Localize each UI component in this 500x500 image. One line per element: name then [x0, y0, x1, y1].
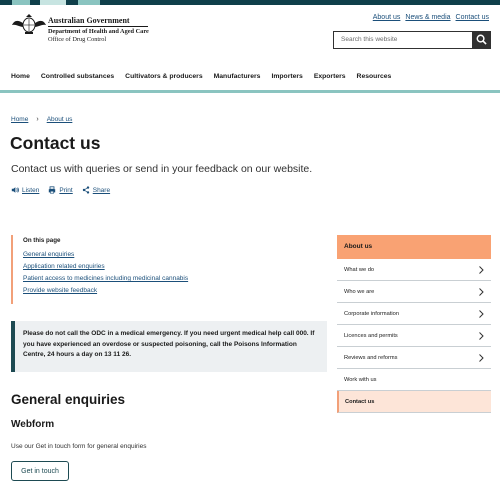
sidebar-item-label: Licences and permits [344, 332, 398, 339]
printer-icon [48, 186, 56, 194]
chevron-right-icon [476, 265, 486, 275]
speaker-icon [11, 186, 19, 194]
nav-item-resources[interactable]: Resources [356, 73, 392, 80]
anchor-general-enquiries[interactable]: General enquiries [23, 251, 75, 258]
nav-item-importers[interactable]: Importers [271, 73, 303, 80]
sidebar-item-reviews-reforms[interactable] [337, 347, 491, 369]
sidebar-item-label: Work with us [344, 376, 377, 383]
anchor-website-feedback[interactable]: Provide website feedback [23, 287, 98, 294]
on-this-page-title: On this page [23, 237, 61, 244]
office-name: Office of Drug Control [48, 36, 107, 43]
on-this-page [11, 235, 327, 304]
listen-link[interactable]: Listen [22, 186, 40, 194]
section-paragraph: Use our Get in touch form for general enquiries [11, 443, 147, 450]
top-link-about[interactable]: About us [372, 14, 401, 21]
search-button[interactable] [472, 31, 491, 49]
print-link[interactable]: Print [59, 186, 73, 194]
get-in-touch-button[interactable]: Get in touch [11, 461, 69, 481]
breadcrumb-home[interactable]: Home [11, 116, 29, 123]
share-icon [82, 186, 90, 194]
search-input[interactable]: Search this website [341, 36, 398, 43]
department-name: Department of Health and Aged Care [48, 28, 149, 35]
nav-item-controlled-substances[interactable]: Controlled substances [40, 73, 115, 80]
share-tool[interactable] [82, 186, 110, 194]
main-nav [11, 73, 402, 80]
chevron-right-icon [476, 287, 486, 297]
sidebar-item-who-we-are[interactable] [337, 281, 491, 303]
top-link-news[interactable]: News & media [405, 14, 451, 21]
sidebar-item-label: Who we are [344, 288, 375, 295]
breadcrumb [11, 116, 72, 123]
sidebar-item-corporate-information[interactable] [337, 303, 491, 325]
breadcrumb-separator: › [36, 116, 39, 123]
sidebar-item-contact-us[interactable] [337, 391, 491, 413]
emergency-alert: Please do not call the ODC in a medical emergency. If you need urgent medical help call 000. If you have experienced an overdose or suspected poisoning, call the Poisons Information Centre, 24 hours a day on 13 11 26. [11, 321, 327, 372]
sidebar-title[interactable]: About us [337, 235, 491, 259]
section-heading: General enquiries [11, 392, 126, 407]
search-box[interactable] [333, 31, 491, 49]
gov-name: Australian Government [48, 16, 130, 25]
sidebar-item-label: What we do [344, 266, 375, 273]
section-subheading: Webform [11, 419, 55, 430]
anchor-application-enquiries[interactable]: Application related enquiries [23, 263, 105, 270]
nav-item-manufacturers[interactable]: Manufacturers [213, 73, 261, 80]
breadcrumb-about-us[interactable]: About us [46, 116, 73, 123]
top-color-strip [0, 0, 500, 5]
page-tools [11, 186, 110, 194]
share-link[interactable]: Share [92, 186, 111, 194]
anchor-patient-access[interactable]: Patient access to medicines including medicinal cannabis [23, 275, 189, 282]
page-title: Contact us [10, 133, 101, 153]
sidebar-nav [337, 235, 491, 413]
sidebar-item-label: Reviews and reforms [344, 354, 398, 361]
chevron-right-icon [476, 331, 486, 341]
government-logo[interactable] [48, 16, 149, 43]
search-icon [476, 34, 487, 45]
chevron-right-icon [476, 353, 486, 363]
listen-tool[interactable] [11, 186, 39, 194]
sidebar-item-licences-permits[interactable] [337, 325, 491, 347]
top-links [373, 14, 489, 21]
sidebar-item-work-with-us[interactable] [337, 369, 491, 391]
nav-item-exporters[interactable]: Exporters [313, 73, 346, 80]
nav-divider [0, 90, 500, 93]
sidebar-item-label: Corporate information [344, 310, 400, 317]
nav-item-cultivators-producers[interactable]: Cultivators & producers [125, 73, 203, 80]
chevron-right-icon [476, 309, 486, 319]
top-link-contact[interactable]: Contact us [455, 14, 489, 21]
nav-item-home[interactable]: Home [11, 73, 30, 80]
print-tool[interactable] [48, 186, 72, 194]
government-crest-icon [11, 13, 47, 37]
page-intro: Contact us with queries or send in your feedback on our website. [11, 163, 313, 175]
sidebar-item-what-we-do[interactable] [337, 259, 491, 281]
sidebar-item-label: Contact us [345, 398, 375, 405]
